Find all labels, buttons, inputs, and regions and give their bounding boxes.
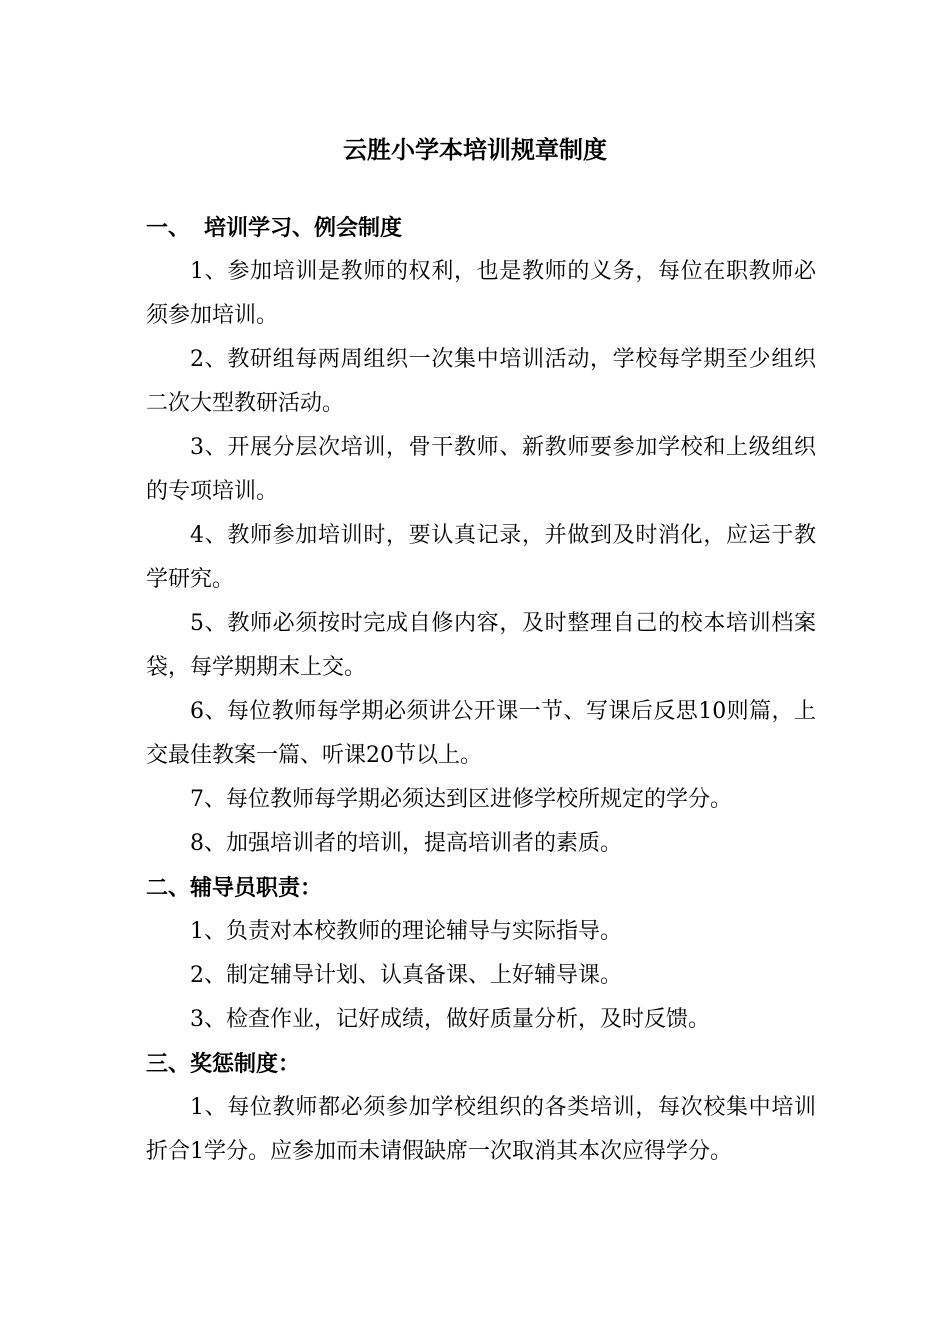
section-title-2: 二、辅导员职责： [146, 875, 323, 901]
section-1-item-7: 7、每位教师每学期必须达到区进修学校所规定的学分。 [190, 787, 732, 812]
section-1-item-1: 1、参加培训是教师的权利，也是教师的义务，每位在职教师必须参加培训。 [146, 259, 816, 328]
section-1-item-4: 4、教师参加培训时，要认真记录，并做到及时消化，应运于教学研究。 [146, 523, 816, 592]
section-heading-3 [146, 1042, 816, 1086]
section-2-item-2: 2、制定辅导计划、认真备课、上好辅导课。 [190, 963, 622, 988]
section-1-item-8: 8、加强培训者的培训，提高培训者的素质。 [190, 831, 622, 856]
section-title-1: 培训学习、例会制度 [204, 215, 403, 241]
section-2-item-1: 1、负责对本校教师的理论辅导与实际指导。 [190, 919, 622, 944]
section-1-item-6: 6、每位教师每学期必须讲公开课一节、写课后反思10则篇，上交最佳教案一篇、听课20节以上。 [146, 699, 816, 768]
section-title-3: 三、奖惩制度： [146, 1051, 301, 1077]
section-heading-1 [146, 206, 816, 250]
section-2-item-3: 3、检查作业，记好成绩，做好质量分析，及时反馈。 [190, 1007, 710, 1032]
section-1-item-2: 2、教研组每两周组织一次集中培训活动，学校每学期至少组织二次大型教研活动。 [146, 347, 816, 416]
section-heading-2 [146, 866, 816, 910]
document-body [146, 206, 816, 1174]
section-1-item-3: 3、开展分层次培训，骨干教师、新教师要参加学校和上级组织的专项培训。 [146, 435, 816, 504]
section-number-1: 一、 [146, 215, 191, 241]
section-1-item-5: 5、教师必须按时完成自修内容，及时整理自己的校本培训档案袋，每学期期末上交。 [146, 611, 816, 680]
section-3-item-1: 1、每位教师都必须参加学校组织的各类培训，每次校集中培训折合1学分。应参加而未请假缺席一次取消其本次应得学分。 [146, 1095, 816, 1164]
document-title: 云胜小学本培训规章制度 [343, 135, 607, 164]
